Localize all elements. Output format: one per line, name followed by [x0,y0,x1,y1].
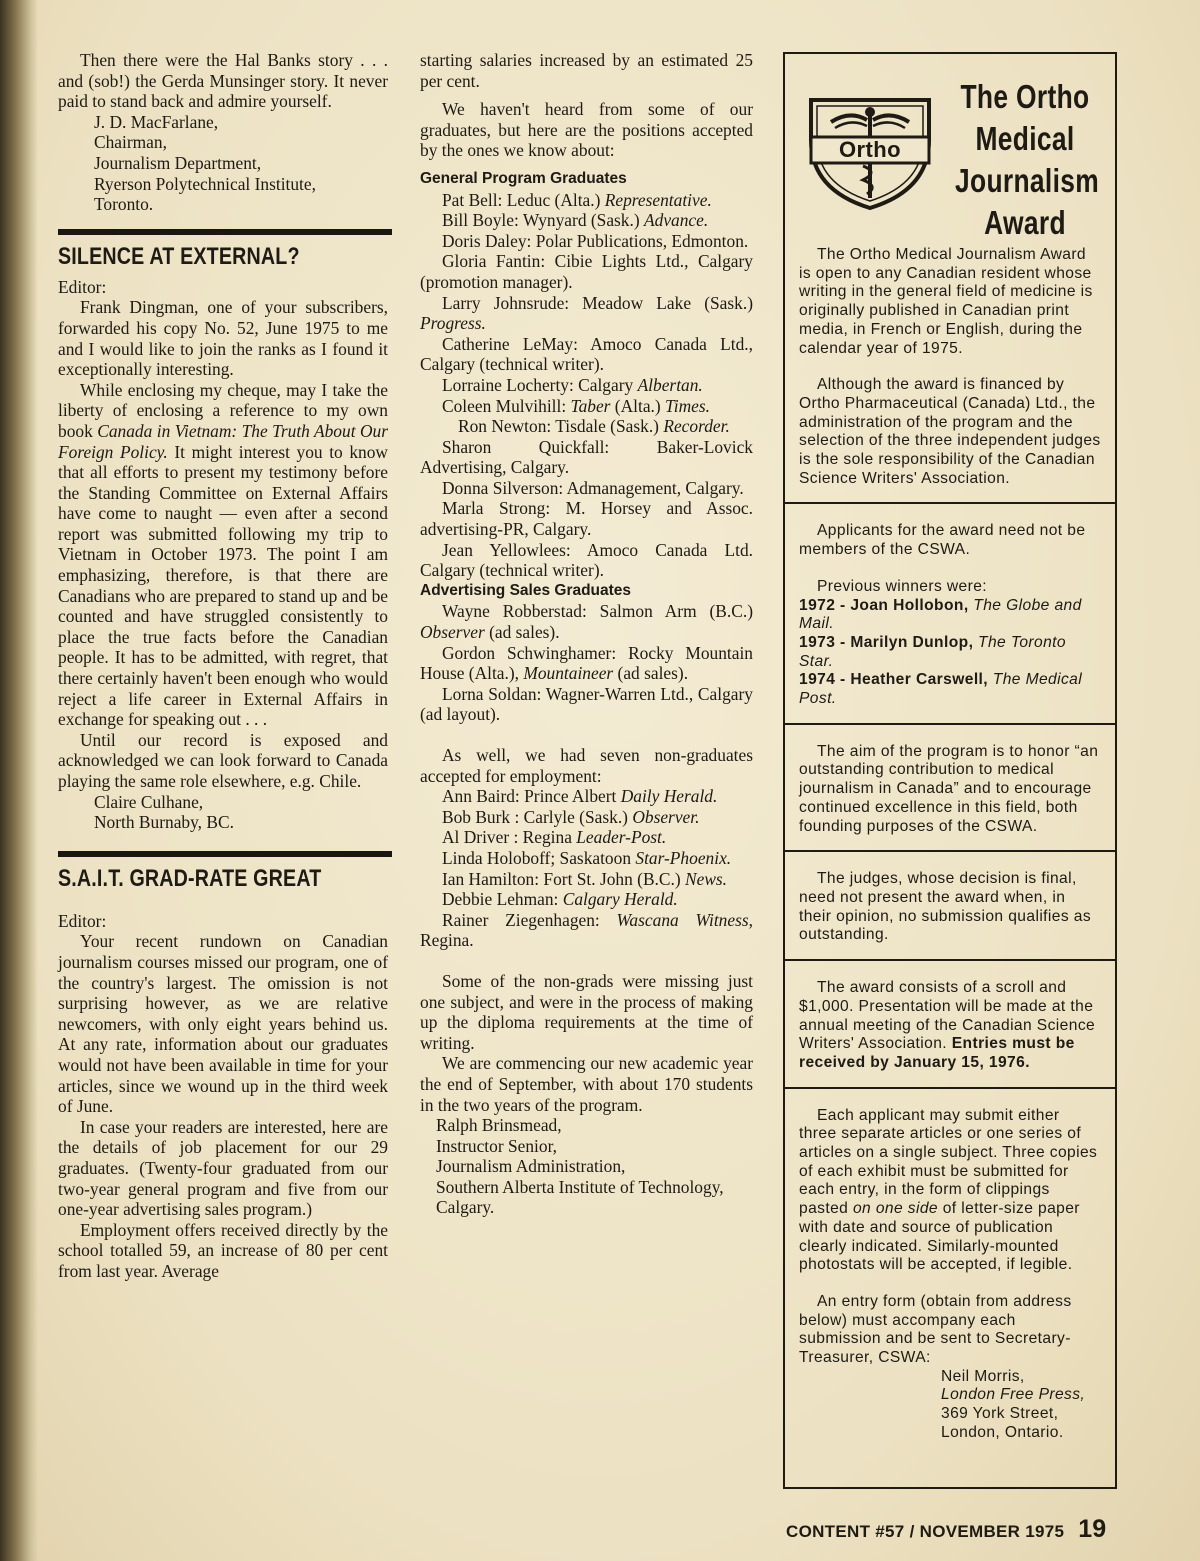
award-header [799,76,1101,246]
list-item: Coleen Mulvihill: Taber (Alta.) Times. [442,395,710,416]
left-column [58,50,388,1281]
letter-paragraph: Employment offers received directly by the school totalled 59, an increase of 80 per cent from last year. Average [58,1219,388,1281]
winner-entry: 1973 - Marilyn Dunlop, The Toronto Star. [799,633,1066,670]
box-rule [785,1087,1115,1089]
list-item: Bill Boyle: Wynyard (Sask.) Advance. [442,210,709,231]
list-item: Wayne Robberstad: Salmon Arm (B.C.) Observer (ad sales). [420,601,753,643]
list-item: Lorna Soldan: Wagner-Warren Ltd., Calgary (ad layout). [420,683,753,725]
box-rule [785,850,1115,852]
list-item: Donna Silverson: Admanagement, Calgary. [442,477,744,498]
list-item: Larry Johnsrude: Meadow Lake (Sask.) Progress. [420,292,753,334]
list-item: Bob Burk : Carlyle (Sask.) Observer. [442,806,700,827]
salutation: Editor: [58,276,107,297]
letter-paragraph: starting salaries increased by an estimated 25 per cent. [420,50,753,91]
letter-heading-silence: SILENCE AT EXTERNAL? [58,242,300,270]
list-item: Linda Holoboff; Saskatoon Star-Phoenix. [442,847,732,868]
award-paragraph: Each applicant may submit either three separate articles or one series of articles on a single subject. Three copies of each exhibit must be submitted for each entry, in the form of clippings pasted on one side of letter-size paper with date and source of publication clearly indicated. Similarly-mounted photostats will be accepted, if legible. [799,1106,1098,1274]
section-rule [58,229,392,235]
award-paragraph: The Ortho Medical Journalism Award is open to any Canadian resident whose writing in the general field of medicine is originally published in Canadian print media, in French or English, during the calendar year of 1975. [799,246,1093,357]
list-item: Lorraine Locherty: Calgary Albertan. [442,374,703,395]
salutation: Editor: [58,910,107,931]
svg-text:Ortho: Ortho [839,137,901,162]
non-graduates-list [420,786,753,951]
list-item: Debbie Lehman: Calgary Herald. [442,889,678,910]
winners-intro: Previous winners were: [817,577,987,595]
binding-shadow [0,0,38,1561]
list-item: Marla Strong: M. Horsey and Assoc. advertising-PR, Calgary. [420,498,753,540]
letter-paragraph: Until our record is exposed and acknowledged we can look forward to Canada playing the same role elsewhere, e.g. Chile. [58,729,388,791]
letter-paragraph: As well, we had seven non-graduates accepted for employment: [420,745,753,786]
subhead-advertising-graduates: Advertising Sales Graduates [420,581,632,599]
subhead-general-graduates: General Program Graduates [420,169,627,187]
mailing-address: Neil Morris, London Free Press, 369 York Street, London, Ontario. [941,1367,1086,1441]
list-item: Ian Hamilton: Fort St. John (B.C.) News. [442,868,728,889]
winner-entry: 1972 - Joan Hollobon, The Globe and Mail. [799,596,1082,633]
award-paragraph: An entry form (obtain from address below) must accompany each submission and be sent to Secretary-Treasurer, CSWA: [799,1292,1072,1367]
general-graduates-list [420,190,753,581]
winner-entry: 1974 - Heather Carswell, The Medical Post. [799,671,1083,708]
ortho-logo-icon [805,82,935,212]
signature-culhane: Claire Culhane, North Burnaby, BC. [94,791,234,833]
box-rule [785,723,1115,725]
award-paragraph: The aim of the program is to honor “an outstanding contribution to medical journalism in Canada” and to encourage continued excellence in this field, both founding purposes of the CSWA. [799,742,1099,835]
list-item: Jean Yellowlees: Amoco Canada Ltd. Calgary (technical writer). [420,539,753,581]
letter-paragraph: We haven't heard from some of our graduates, but here are the positions accepted by the ones we know about: [420,99,753,161]
letter-paragraph: In case your readers are interested, here are the details of job placement for our 29 graduates. (Twenty-four graduated from our two-year general program and five from our one-year advertising sales program.) [58,1116,388,1220]
letter-paragraph: Your recent rundown on Canadian journalism courses missed our program, one of the country's largest. The omission is not surprising however, as we are relative newcomers, with only eight years behind us. At any rate, information about our graduates would not have been available in time for your articles, since we wound up in the third week of June. [58,931,388,1117]
book-title: Canada in Vietnam: The Truth About Our Foreign Policy. [58,420,388,462]
list-item: Catherine LeMay: Amoco Canada Ltd., Calgary (technical writer). [420,333,753,375]
list-item: Pat Bell: Leduc (Alta.) Representative. [442,189,712,210]
middle-column [420,50,753,1218]
letter-paragraph: Frank Dingman, one of your subscribers, forwarded his copy No. 52, June 1975 to me and I would like to join the ranks as I found it exceptionally interesting. [58,297,388,380]
signature-brinsmead: Ralph Brinsmead, Instructor Senior, Journalism Administration, Southern Alberta Institute of Technology, Calgary. [436,1115,724,1218]
section-rule [58,851,392,857]
letter-paragraph: While enclosing my cheque, may I take the liberty of enclosing a reference to my own book Canada in Vietnam: The Truth About Our Foreign Policy. It might interest you to know that all efforts to present my testimony before the Standing Committee on External Affairs have come to naught — even after a second report was submitted following my trip to Vietnam in October 1973. The point I am emphasizing, therefore, is that there are Canadians who are prepared to stand up and be counted and have struggled consistently to place the true facts before the Canadian people. It has to be admitted, with regret, that there certainly haven't been enough who would reject a life career in External Affairs in exchange for speaking out . . . [58,379,388,730]
ortho-award-box [783,52,1117,1489]
advertising-graduates-list [420,601,753,725]
list-item: Al Driver : Regina Leader-Post. [442,827,667,848]
award-title: The Ortho Medical Journalism Award [955,78,1100,241]
list-item: Sharon Quickfall: Baker-Lovick Advertising, Calgary. [420,436,753,478]
signature-macfarlane: J. D. MacFarlane, Chairman, Journalism Department, Ryerson Polytechnical Institute, Toronto. [94,111,316,215]
award-paragraph: Although the award is financed by Ortho Pharmaceutical (Canada) Ltd., the administration of the program and the selection of the three independent judges is the sole responsibility of the Canadian Science Writers' Association. [799,376,1101,487]
list-item: Gloria Fantin: Cibie Lights Ltd., Calgary (promotion manager). [420,251,753,292]
award-paragraph: Applicants for the award need not be members of the CSWA. [799,522,1086,559]
box-rule [785,502,1115,504]
box-rule [785,959,1115,961]
page-number: 19 [1078,1515,1107,1543]
list-item: Rainer Ziegenhagen: Wascana Witness, Regina. [420,909,753,951]
list-item: Doris Daley: Polar Publications, Edmonton. [442,230,749,251]
list-item: Ann Baird: Prince Albert Daily Herald. [442,786,718,807]
list-item: Ron Newton: Tisdale (Sask.) Recorder. [458,416,730,437]
entry-deadline: Entries must be received by January 15, 1976. [799,1035,1075,1071]
award-paragraph: The judges, whose decision is final, need not present the award when, in their opinion, no submission qualifies as outstanding. [799,870,1092,944]
list-item: Gordon Schwinghamer: Rocky Mountain House (Alta.), Mountaineer (ad sales). [420,642,753,684]
letter-heading-sait: S.A.I.T. GRAD-RATE GREAT [58,864,322,892]
letter-closing-paragraph: Then there were the Hal Banks story . . . and (sob!) the Gerda Munsinger story. It never paid to stand back and admire yourself. [58,50,388,112]
letter-paragraph: Some of the non-grads were missing just one subject, and were in the process of making up the diploma requirements at the time of writing. [420,970,753,1053]
letter-paragraph: We are commencing our new academic year the end of September, with about 170 students in the two years of the program. [420,1053,753,1115]
issue-label: CONTENT #57 / NOVEMBER 1975 [786,1522,1065,1541]
award-paragraph: The award consists of a scroll and $1,000. Presentation will be made at the annual meeting of the Canadian Science Writers' Association. Entries must be received by January 15, 1976. [799,979,1096,1071]
page-footer [786,1515,1106,1544]
